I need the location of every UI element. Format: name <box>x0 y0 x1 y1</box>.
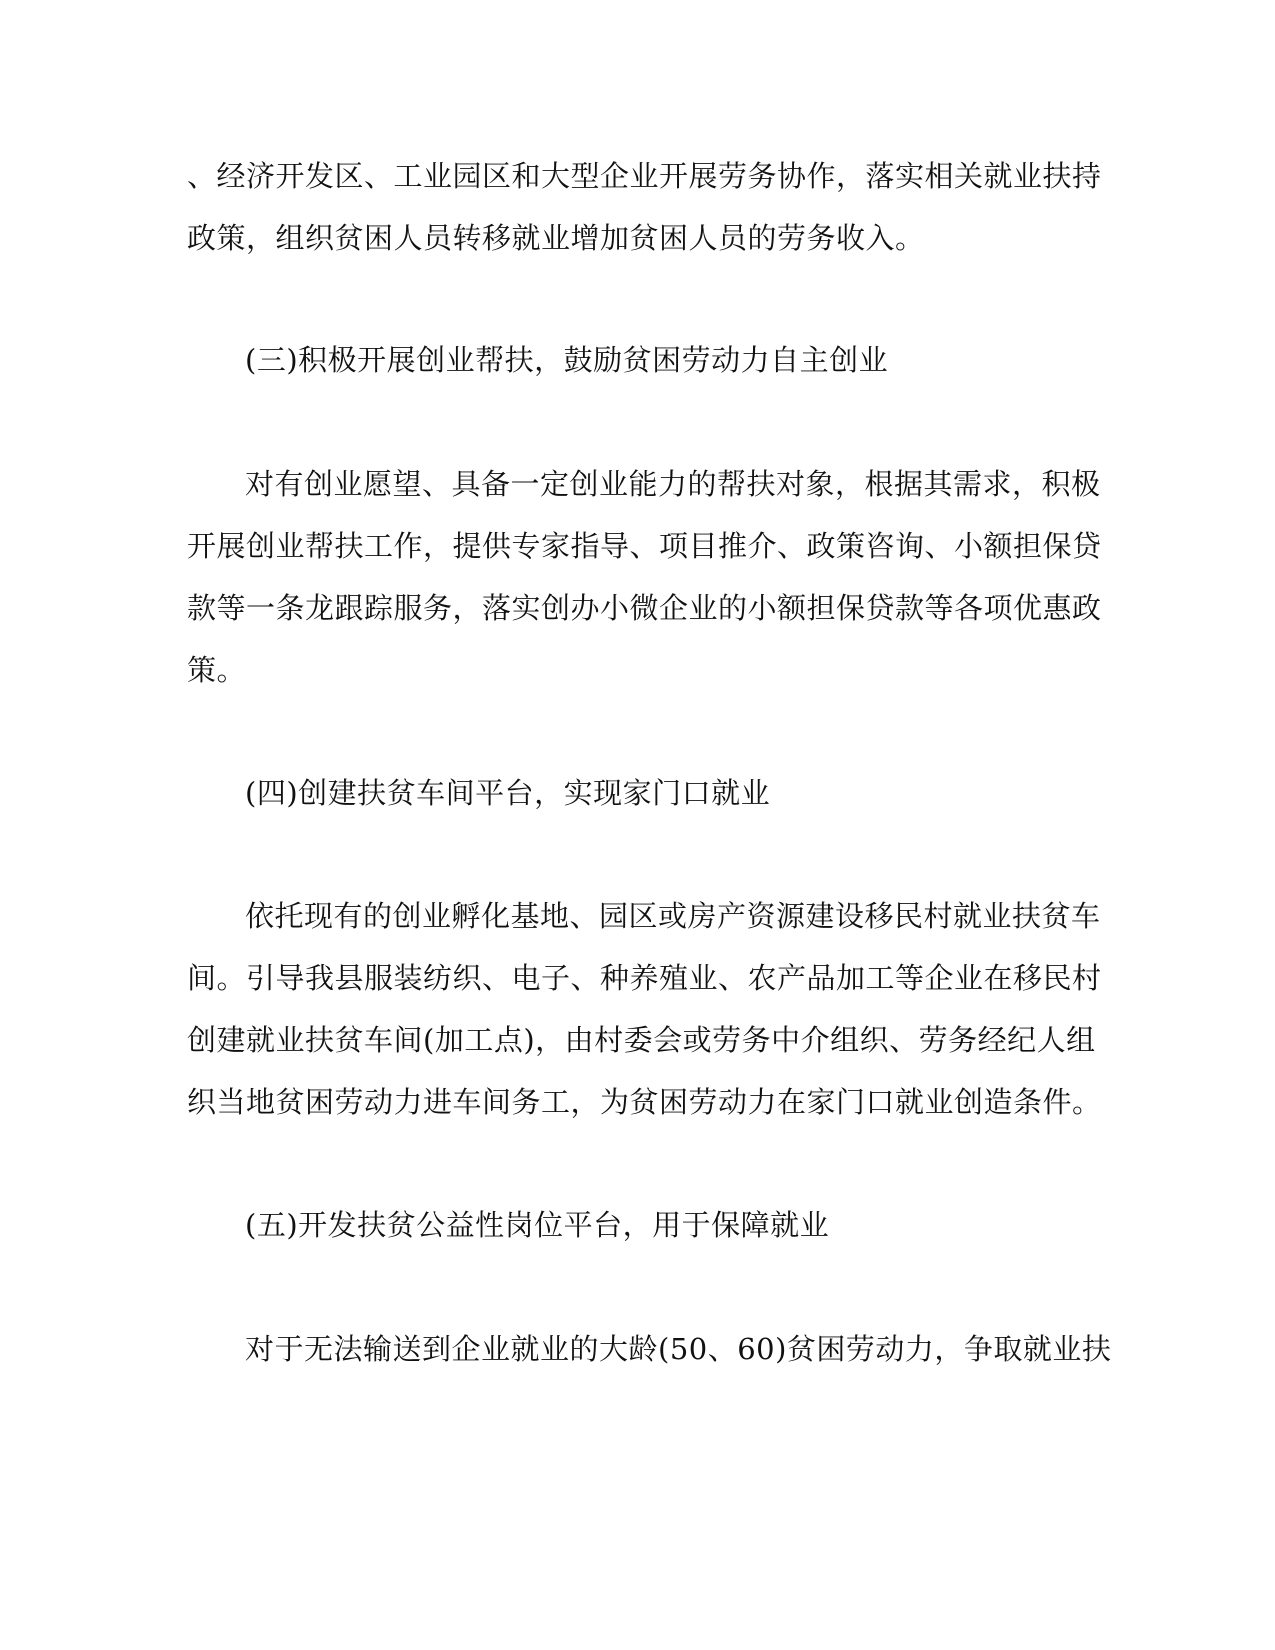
text-line: 织当地贫困劳动力进车间务工，为贫困劳动力在家门口就业创造条件。 <box>187 1085 1102 1119</box>
text-line: 款等一条龙跟踪服务，落实创办小微企业的小额担保贷款等各项优惠政 <box>187 591 1102 625</box>
text-line: 、经济开发区、工业园区和大型企业开展劳务协作，落实相关就业扶持 <box>187 159 1102 193</box>
section-heading-3: (三)积极开展创业帮扶，鼓励贫困劳动力自主创业 <box>245 343 889 377</box>
text-line: 对有创业愿望、具备一定创业能力的帮扶对象，根据其需求，积极 <box>245 467 1101 501</box>
text-line: 创建就业扶贫车间(加工点)，由村委会或劳务中介组织、劳务经纪人组 <box>187 1023 1096 1057</box>
text-line: 策。 <box>187 653 247 687</box>
text-line: 对于无法输送到企业就业的大龄(50、60)贫困劳动力，争取就业扶 <box>245 1332 1112 1366</box>
text-line: 依托现有的创业孵化基地、园区或房产资源建设移民村就业扶贫车 <box>245 899 1101 933</box>
text-line: 开展创业帮扶工作，提供专家指导、项目推介、政策咨询、小额担保贷 <box>187 529 1102 563</box>
text-line: 政策，组织贫困人员转移就业增加贫困人员的劳务收入。 <box>187 221 925 255</box>
section-heading-4: (四)创建扶贫车间平台，实现家门口就业 <box>245 776 771 810</box>
text-line: 间。引导我县服装纺织、电子、种养殖业、农产品加工等企业在移民村 <box>187 961 1102 995</box>
section-heading-5: (五)开发扶贫公益性岗位平台，用于保障就业 <box>245 1208 830 1242</box>
